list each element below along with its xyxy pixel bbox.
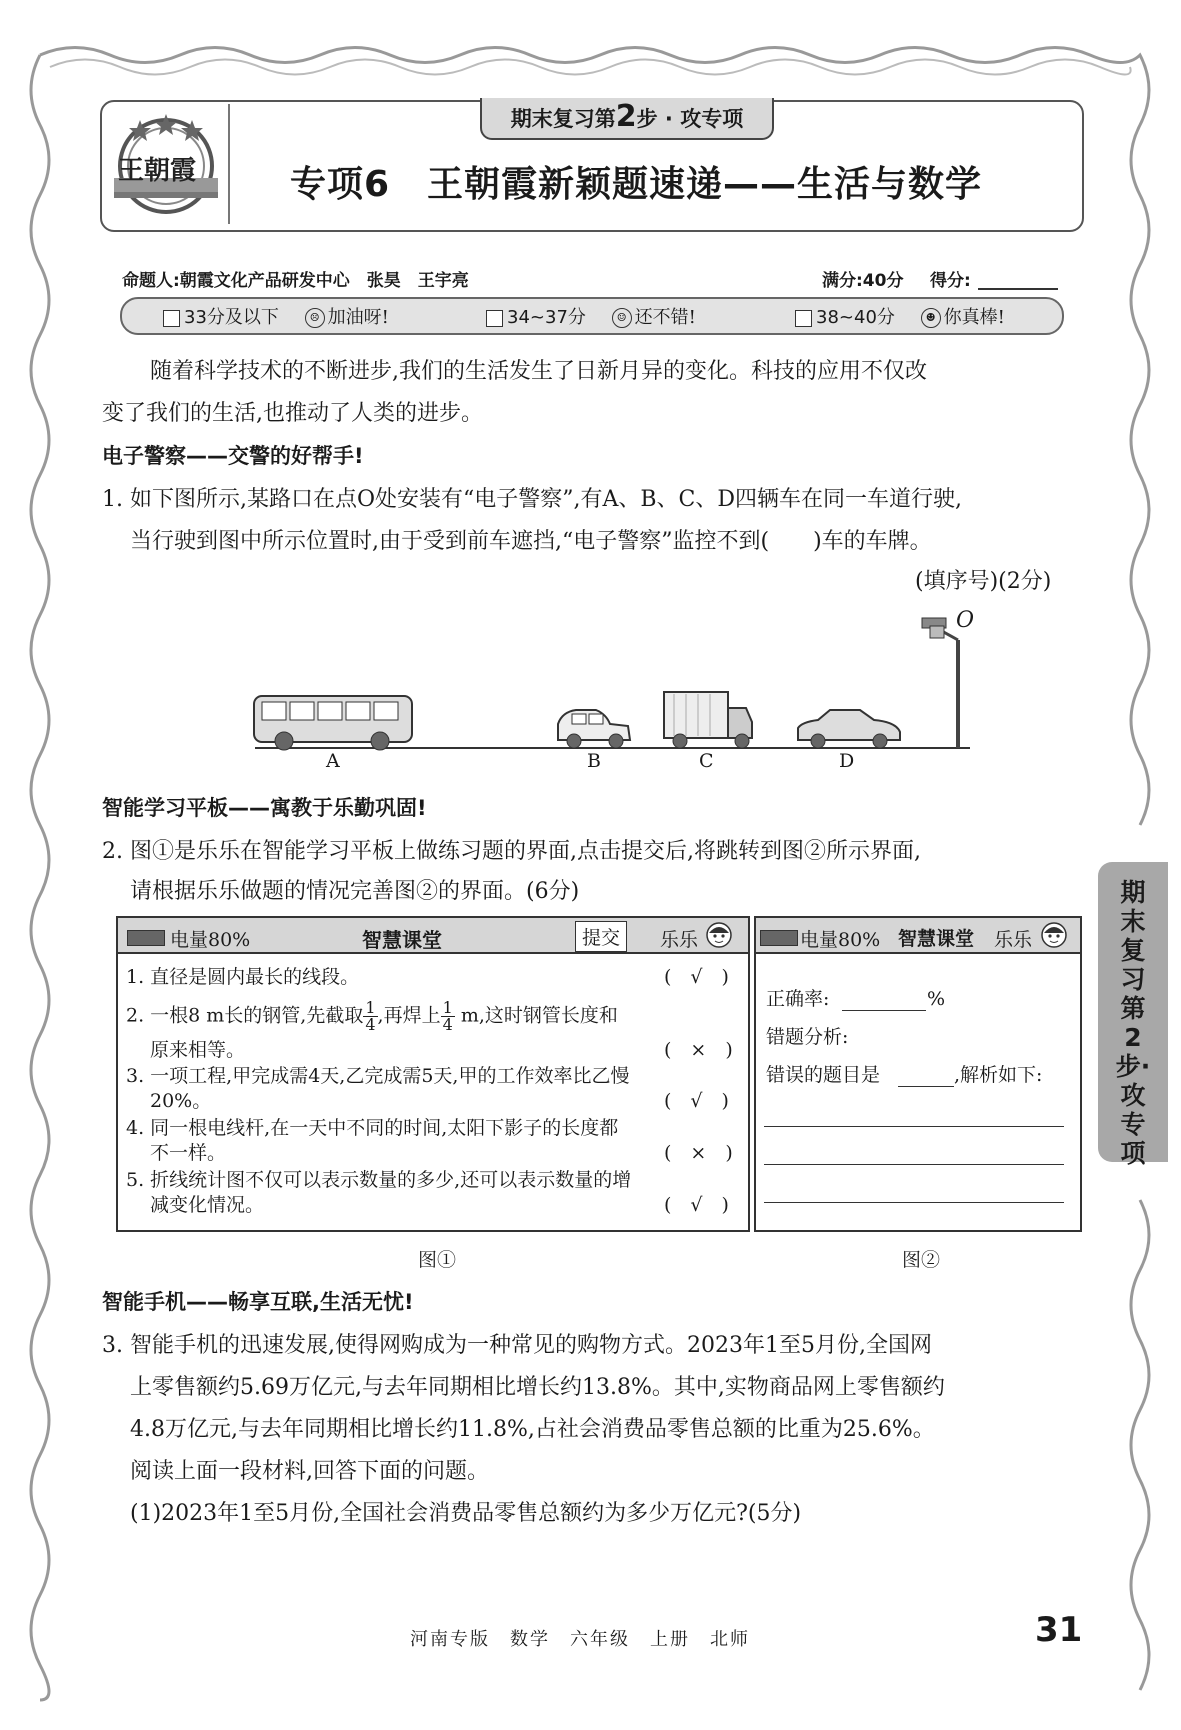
section-2-title: 智能学习平板——寓教于乐勤巩固! bbox=[102, 796, 427, 820]
wrong-item-blank[interactable] bbox=[898, 1086, 954, 1087]
fig1-item-3-mark: ( √ ) bbox=[664, 1090, 729, 1112]
checkbox-icon[interactable] bbox=[486, 310, 503, 327]
accuracy-label: 正确率: bbox=[766, 988, 830, 1010]
question-3-line-3: 4.8万亿元,与去年同期相比增长约11.8%,占社会消费品零售总额的比重为25.6%。 bbox=[130, 1417, 935, 1442]
battery-level: 电量80% bbox=[170, 929, 251, 951]
battery-icon bbox=[127, 930, 165, 946]
fig1-item-5-line-2: 减变化情况。 bbox=[150, 1194, 265, 1216]
question-1-score: (填序号)(2分) bbox=[915, 569, 1052, 594]
text: 2. 一根8 m长的钢管,先截取 bbox=[126, 1004, 364, 1027]
user-name: 乐乐 bbox=[660, 929, 699, 951]
app-title: 智慧课堂 bbox=[362, 928, 442, 952]
vehicle-label-c: C bbox=[699, 750, 714, 772]
header-tab bbox=[480, 98, 774, 140]
figure-2-caption: 图② bbox=[902, 1249, 941, 1271]
vehicle-label-b: B bbox=[587, 750, 601, 772]
fig1-item-4-mark: ( × ) bbox=[664, 1142, 733, 1164]
avatar bbox=[705, 921, 733, 949]
question-1-line-1: 1. 如下图所示,某路口在点O处安装有“电子警察”,有A、B、C、D四辆车在同一车道行驶, bbox=[102, 487, 963, 512]
point-o-label: O bbox=[956, 608, 975, 633]
answer-line[interactable] bbox=[764, 1164, 1064, 1165]
submit-button[interactable]: 提交 bbox=[575, 921, 627, 952]
checkbox-icon[interactable] bbox=[163, 310, 180, 327]
question-3-line-1: 3. 智能手机的迅速发展,使得网购成为一种常见的购物方式。2023年1至5月份,全国网 bbox=[102, 1333, 932, 1358]
text: m,这时钢管长度和 bbox=[454, 1004, 618, 1027]
fig1-item-3-line-1: 3. 一项工程,甲完成需4天,乙完成需5天,甲的工作效率比乙慢 bbox=[126, 1065, 630, 1087]
fig1-item-1: 1. 直径是圆内最长的线段。 bbox=[126, 966, 360, 988]
vehicle-truck-c bbox=[664, 692, 752, 748]
header-tab-prefix: 期末复习第 bbox=[510, 107, 616, 131]
score-comment: 你真棒! bbox=[943, 307, 1005, 328]
header-tab-step: 2 bbox=[615, 99, 637, 134]
section-3-title: 智能手机——畅享互联,生活无忧! bbox=[102, 1290, 414, 1314]
side-tab-text: 期末复习第2步·攻专项 bbox=[1115, 878, 1151, 1168]
avatar bbox=[1040, 921, 1068, 949]
face-icon: ☹ bbox=[305, 308, 325, 328]
face-icon: ☺ bbox=[612, 308, 632, 328]
user-name: 乐乐 bbox=[994, 929, 1033, 951]
fraction-one-quarter: $\frac{1}{4}$ bbox=[365, 998, 376, 1034]
fig1-item-1-mark: ( √ ) bbox=[664, 966, 729, 988]
fig1-item-4-line-2: 不一样。 bbox=[150, 1142, 227, 1164]
answer-line[interactable] bbox=[764, 1202, 1064, 1203]
wrong-item-prefix: 错误的题目是 bbox=[766, 1064, 881, 1086]
logo-text: 王朝霞 bbox=[118, 156, 197, 186]
footer-edition: 河南专版 数学 六年级 上册 北师 bbox=[410, 1629, 750, 1650]
score-level-3 bbox=[795, 303, 1005, 329]
app-title: 智慧课堂 bbox=[898, 928, 975, 950]
fig1-item-5-mark: ( √ ) bbox=[664, 1194, 729, 1216]
question-3-sub-1: (1)2023年1至5月份,全国社会消费品零售总额约为多少万亿元?(5分) bbox=[130, 1501, 802, 1526]
wrong-item-suffix: ,解析如下: bbox=[954, 1064, 1043, 1086]
score-level-2 bbox=[486, 303, 696, 329]
page-number: 31 bbox=[1035, 1610, 1083, 1650]
camera-pole bbox=[922, 618, 958, 748]
intro-line-2: 变了我们的生活,也推动了人类的进步。 bbox=[102, 401, 483, 426]
question-3-line-2: 上零售额约5.69万亿元,与去年同期相比增长约13.8%。其中,实物商品网上零售额约 bbox=[130, 1375, 945, 1400]
fig1-item-2-mark: ( × ) bbox=[664, 1039, 733, 1061]
intro-line-1: 随着科学技术的不断进步,我们的生活发生了日新月异的变化。科技的应用不仅改 bbox=[150, 359, 927, 384]
answer-line[interactable] bbox=[764, 1126, 1064, 1127]
question-2-line-1: 2. 图①是乐乐在智能学习平板上做练习题的界面,点击提交后,将跳转到图②所示界面, bbox=[102, 839, 921, 864]
figure-1-caption: 图① bbox=[418, 1249, 457, 1271]
question-3-line-4: 阅读上面一段材料,回答下面的问题。 bbox=[130, 1459, 489, 1484]
error-analysis-label: 错题分析: bbox=[766, 1026, 849, 1048]
header-tab-suffix: 步 · 攻专项 bbox=[636, 107, 744, 131]
vehicle-car-d bbox=[798, 710, 900, 748]
section-1-title: 电子警察——交警的好帮手! bbox=[102, 444, 364, 468]
accuracy-blank[interactable] bbox=[842, 1010, 926, 1011]
percent-sign: % bbox=[927, 988, 946, 1010]
score-range: 33分及以下 bbox=[184, 307, 279, 328]
road-scene-figure bbox=[240, 600, 980, 775]
full-score: 满分:40分 bbox=[822, 271, 904, 291]
score-level-1 bbox=[163, 303, 389, 329]
score-range: 34~37分 bbox=[507, 307, 586, 328]
fig1-item-4-line-1: 4. 同一根电线杆,在一天中不同的时间,太阳下影子的长度都 bbox=[126, 1117, 619, 1139]
fig1-item-5-line-1: 5. 折线统计图不仅可以表示数量的多少,还可以表示数量的增 bbox=[126, 1169, 632, 1191]
battery-level: 电量80% bbox=[800, 929, 881, 951]
question-2-line-2: 请根据乐乐做题的情况完善图②的界面。(6分) bbox=[130, 879, 580, 904]
checkbox-icon[interactable] bbox=[795, 310, 812, 327]
vehicle-bus-a bbox=[254, 696, 412, 750]
fig1-item-2-line-2: 原来相等。 bbox=[150, 1039, 246, 1061]
vehicle-car-b bbox=[558, 710, 630, 748]
question-1-line-2: 当行驶到图中所示位置时,由于受到前车遮挡,“电子警察”监控不到( )车的车牌。 bbox=[130, 529, 932, 554]
header-divider bbox=[228, 104, 230, 224]
score-label: 得分: bbox=[930, 271, 971, 291]
page-title: 专项6 王朝霞新颖题速递——生活与数学 bbox=[290, 164, 983, 205]
score-range: 38~40分 bbox=[816, 307, 895, 328]
battery-icon bbox=[760, 930, 798, 946]
face-icon: ☻ bbox=[921, 308, 941, 328]
score-blank[interactable] bbox=[978, 288, 1058, 290]
score-comment: 还不错! bbox=[634, 307, 696, 328]
vehicle-label-d: D bbox=[839, 750, 855, 772]
fig1-item-2-line-1 bbox=[126, 1000, 618, 1033]
authors-line: 命题人:朝霞文化产品研发中心 张昊 王宇亮 bbox=[122, 271, 469, 291]
text: ,再焊上 bbox=[377, 1004, 441, 1027]
fig1-item-3-line-2: 20%。 bbox=[150, 1090, 212, 1112]
vehicle-label-a: A bbox=[326, 750, 340, 772]
score-comment: 加油呀! bbox=[327, 307, 389, 328]
fraction-one-quarter: $\frac{1}{4}$ bbox=[442, 998, 453, 1034]
